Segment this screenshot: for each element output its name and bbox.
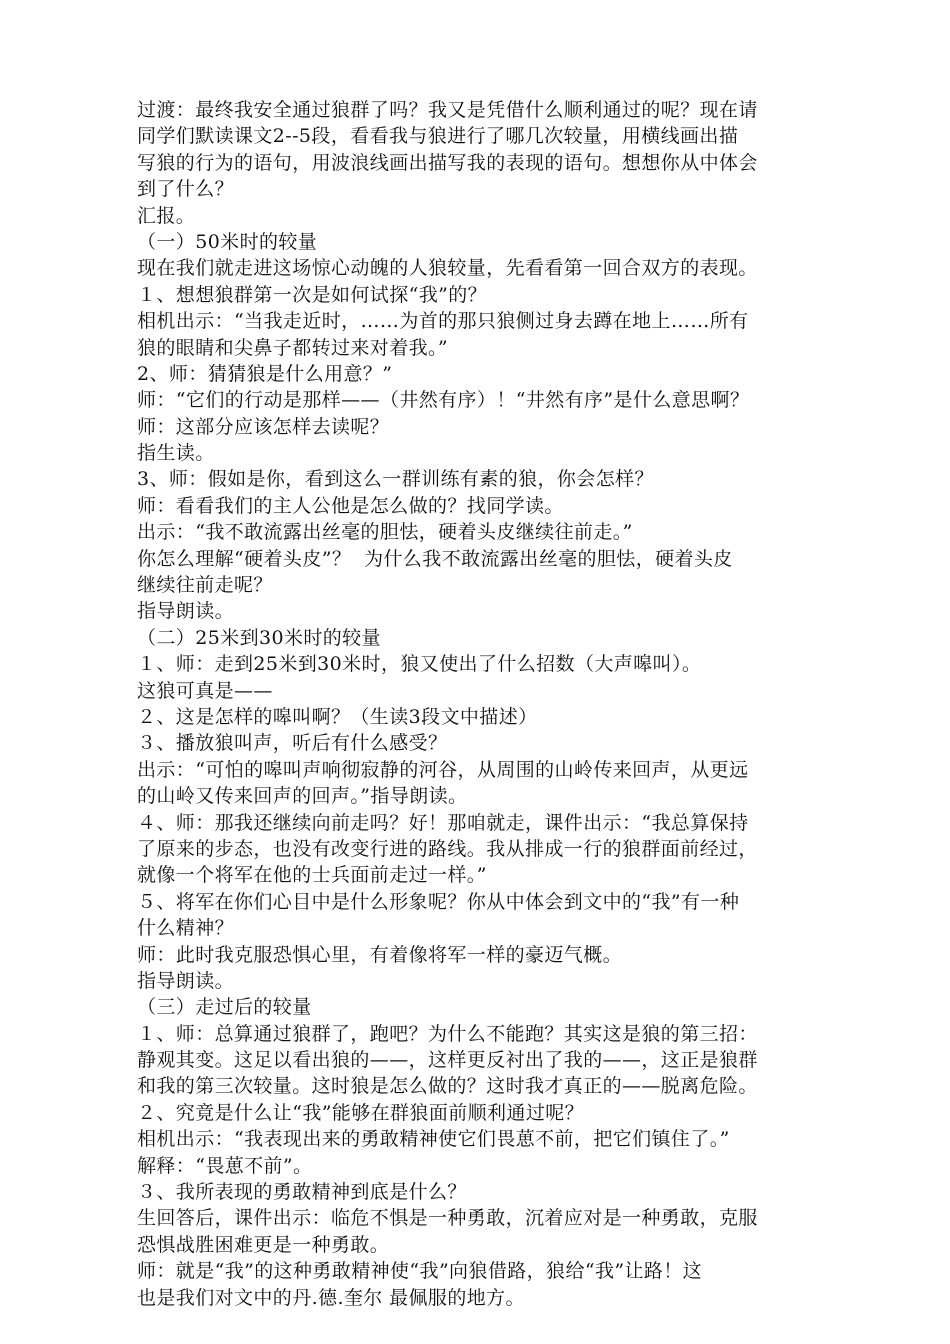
text-line: 师：这部分应该怎样去读呢？ (137, 415, 390, 438)
text-line: 现在我们就走进这场惊心动魄的人狼较量，先看看第一回合双方的表现。 (137, 257, 758, 280)
text-line: 师：看看我们的主人公他是怎么做的？找同学读。 (137, 494, 564, 517)
text-line: 恐惧战胜困难更是一种勇敢。 (137, 1233, 390, 1256)
text-line: 过渡：最终我安全通过狼群了吗？我又是凭借什么顺利通过的呢？现在请 (137, 99, 758, 121)
section-heading: （三）走过后的较量 (137, 996, 312, 1019)
document-body (137, 97, 857, 1311)
text-line: 出示：“我不敢流露出丝毫的胆怯，硬着头皮继续往前走。” (137, 521, 633, 544)
text-line: ５、将军在你们心目中是什么形象呢？你从中体会到文中的“我”有一种 (137, 890, 740, 913)
text-line: 也是我们对文中的丹.德.奎尔 最佩服的地方。 (137, 1286, 525, 1309)
text-line: 2、师：猜猜狼是什么用意？” (137, 362, 393, 385)
text-line: 指导朗读。 (137, 969, 235, 992)
text-line: １、师：总算通过狼群了，跑吧？为什么不能跑？其实这是狼的第三招： (137, 1022, 758, 1045)
text-line: 师：就是“我”的这种勇敢精神使“我”向狼借路，狼给“我”让路！这 (137, 1260, 703, 1283)
text-line: 就像一个将军在他的士兵面前走过一样。” (137, 864, 487, 887)
text-line: 了原来的步态，也没有改变行进的路线。我从排成一行的狼群面前经过， (137, 837, 758, 860)
text-line: 同学们默读课文2--5段，看看我与狼进行了哪几次较量，用横线画出描 (137, 125, 739, 148)
text-line: 相机出示：“我表现出来的勇敢精神使它们畏葸不前，把它们镇住了。” (137, 1128, 730, 1151)
text-line: 这狼可真是—— (137, 679, 273, 702)
text-line: 静观其变。这足以看出狼的——，这样更反衬出了我的——，这正是狼群 (137, 1049, 758, 1072)
text-line: ２、这是怎样的嗥叫啊？（生读3段文中描述） (137, 705, 538, 728)
text-line: ３、我所表现的勇敢精神到底是什么？ (137, 1181, 467, 1204)
text-line: 相机出示：“当我走近时，……为首的那只狼侧过身去蹲在地上……所有 (137, 310, 749, 333)
text-line: ３、播放狼叫声，听后有什么感受？ (137, 732, 448, 755)
text-line: 什么精神？ (137, 917, 235, 940)
text-line: 3、师：假如是你，看到这么一群训练有素的狼，你会怎样？ (137, 468, 654, 491)
section-heading: （一）50米时的较量 (137, 230, 318, 253)
text-line: 和我的第三次较量。这时狼是怎么做的？这时我才真正的——脱离危险。 (137, 1075, 758, 1098)
text-line: 出示：“可怕的嗥叫声响彻寂静的河谷，从周围的山岭传来回声，从更远 (137, 758, 749, 781)
text-line: 师：“它们的行动是那样——（井然有序）！“井然有序”是什么意思啊？ (137, 389, 750, 412)
text-line: 写狼的行为的语句，用波浪线画出描写我的表现的语句。想想你从中体会 (137, 151, 758, 174)
text-line: 继续往前走呢？ (137, 574, 273, 597)
text-line: 汇报。 (137, 204, 196, 227)
text-line: ４、师：那我还继续向前走吗？好！那咱就走，课件出示：“我总算保持 (137, 811, 749, 834)
text-line: 的山岭又传来回声的回声。”指导朗读。 (137, 785, 468, 808)
section-heading: （二）25米到30米时的较量 (137, 626, 381, 649)
text-line: １、想想狼群第一次是如何试探“我”的？ (137, 283, 488, 306)
text-line: 师：此时我克服恐惧心里，有着像将军一样的豪迈气概。 (137, 943, 623, 966)
text-line: 指生读。 (137, 442, 215, 465)
text-line: １、师：走到25米到30米时，狼又使出了什么招数（大声嗥叫）。 (137, 653, 702, 676)
text-line: 狼的眼睛和尖鼻子都转过来对着我。” (137, 336, 449, 359)
text-line: 生回答后，课件出示：临危不惧是一种勇敢，沉着应对是一种勇敢，克服 (137, 1207, 758, 1230)
text-line: 指导朗读。 (137, 600, 235, 623)
text-line: ２、究竟是什么让“我”能够在群狼面前顺利通过呢？ (137, 1101, 585, 1124)
text-line: 你怎么理解“硬着头皮”？ 为什么我不敢流露出丝毫的胆怯，硬着头皮 (137, 547, 733, 570)
text-line: 到了什么？ (137, 178, 235, 201)
text-line: 解释：“畏葸不前”。 (137, 1154, 313, 1177)
